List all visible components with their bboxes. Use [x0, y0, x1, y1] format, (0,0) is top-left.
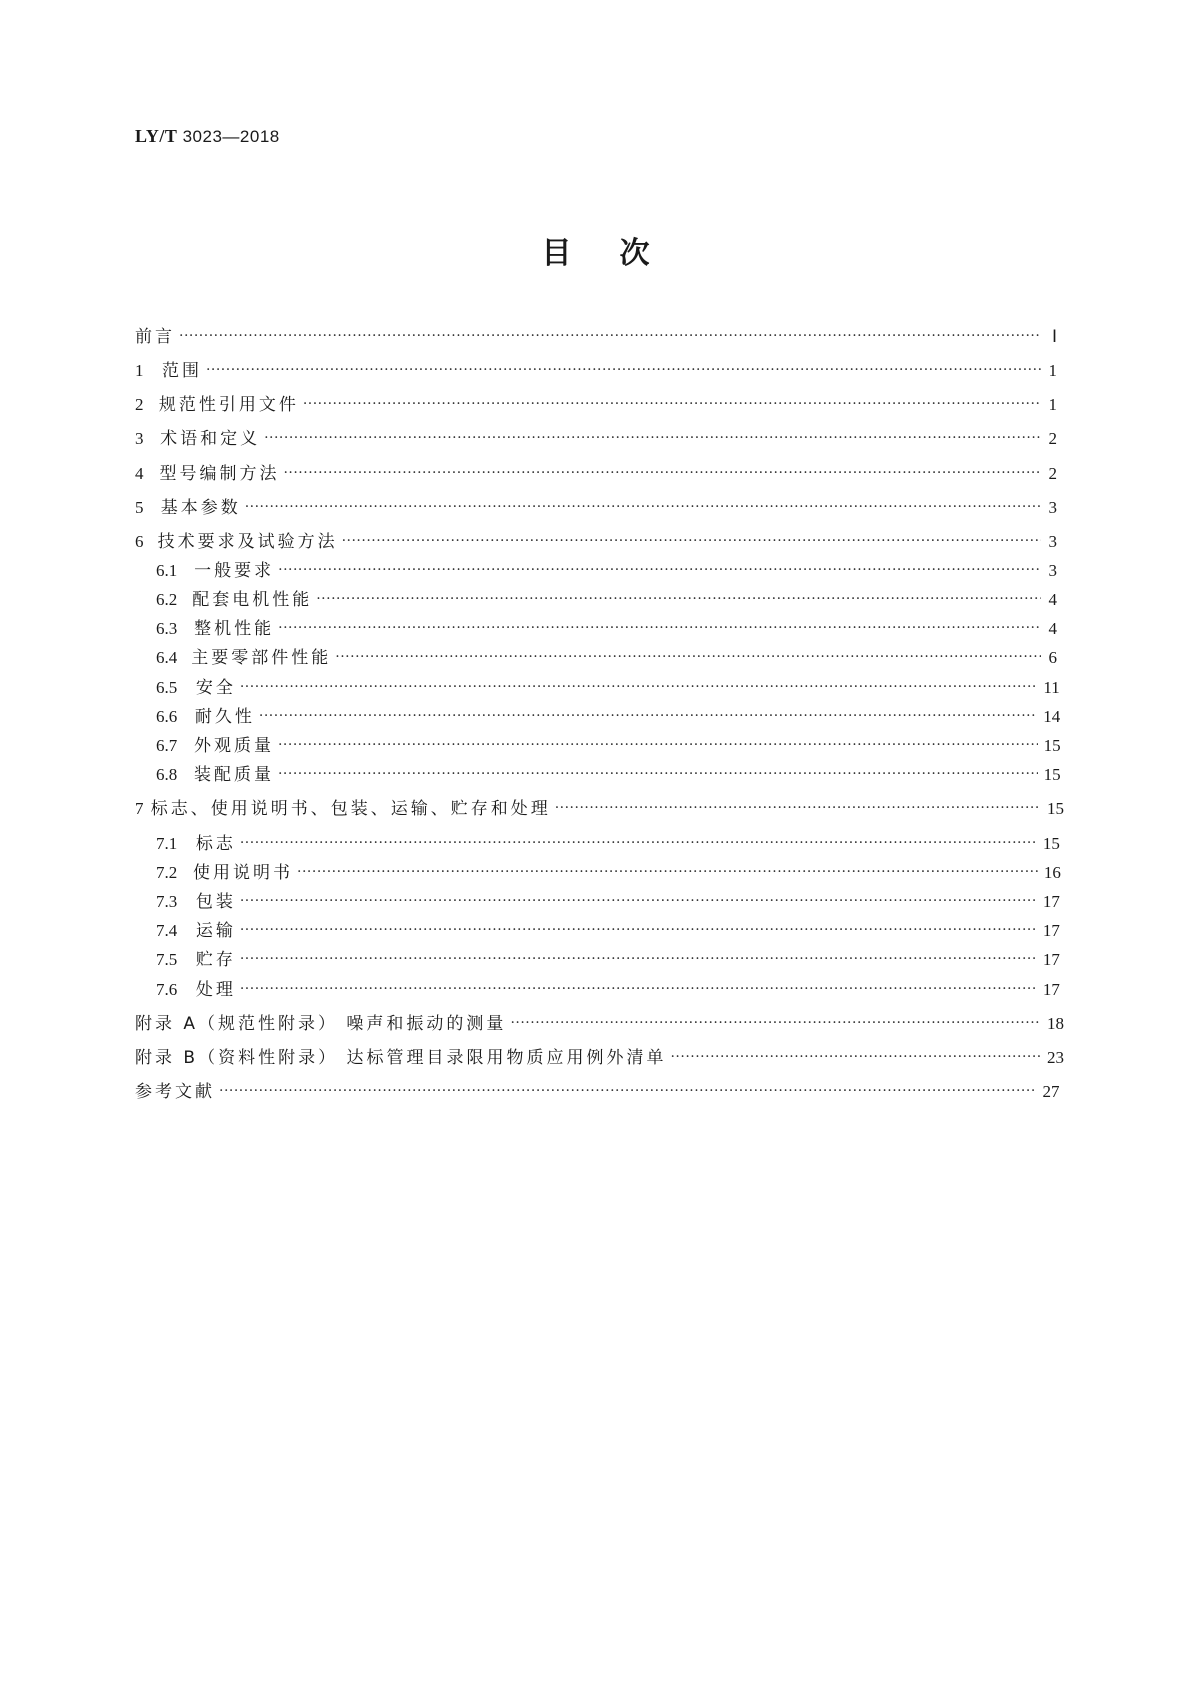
toc-dot-leader [240, 922, 1037, 938]
toc-entry[interactable] [156, 916, 1060, 942]
toc-entry-page: 6 [1048, 648, 1057, 667]
toc-dot-leader [219, 1083, 1037, 1099]
toc-entry-page: 15 [1043, 736, 1061, 755]
toc-entry-title: 术语和定义 [160, 429, 261, 449]
toc-entry[interactable] [156, 945, 1060, 971]
toc-dot-leader [240, 951, 1037, 967]
toc-entry-page: 4 [1048, 590, 1057, 609]
toc-entry[interactable] [135, 1043, 1064, 1069]
toc-entry-title: 一般要求 [194, 561, 275, 581]
toc-entry-page: 17 [1042, 892, 1060, 911]
toc-entry-number: 6.3 [156, 619, 178, 638]
toc-dot-leader [278, 562, 1041, 578]
toc-entry-title: 基本参数 [160, 498, 241, 518]
toc-entry-page: 17 [1042, 950, 1060, 969]
toc-entry-page: 15 [1047, 799, 1064, 818]
toc-dot-leader [259, 708, 1037, 724]
toc-entry-title: 装配质量 [193, 765, 274, 785]
toc-entry-number: 7.2 [156, 863, 178, 882]
toc-entry-page: 17 [1042, 980, 1060, 999]
toc-dot-leader [342, 533, 1041, 549]
toc-entry-title: 整机性能 [194, 619, 275, 639]
toc-entry[interactable] [156, 760, 1061, 786]
toc-entry-title: 使用说明书 [193, 863, 294, 883]
toc-dot-leader [240, 893, 1037, 909]
toc-entry[interactable] [156, 858, 1061, 884]
toc-dot-leader [335, 649, 1041, 665]
toc-entry-title: 配套电机性能 [192, 590, 313, 610]
toc-entry-number: 4 [135, 464, 144, 483]
toc-entry-title: 范围 [161, 361, 202, 381]
toc-entry-title: 附录 B（资料性附录） 达标管理目录限用物质应用例外清单 [135, 1048, 667, 1068]
toc-dot-leader [264, 430, 1041, 446]
toc-entry-number: 7.1 [156, 834, 178, 853]
toc-entry[interactable] [156, 614, 1057, 640]
toc-entry[interactable] [135, 390, 1057, 416]
toc-entry-page: 3 [1048, 498, 1057, 517]
toc-entry[interactable] [156, 702, 1061, 728]
toc-entry[interactable] [156, 643, 1057, 669]
toc-entry[interactable] [135, 356, 1057, 382]
toc-entry[interactable] [156, 585, 1057, 611]
toc-dot-leader [240, 835, 1037, 851]
toc-entry-number: 7.3 [156, 892, 178, 911]
toc-entry-page: 1 [1048, 395, 1057, 414]
toc-entry-number: 6.7 [156, 736, 178, 755]
toc-entry-title: 外观质量 [193, 736, 274, 756]
toc-entry-page: 2 [1048, 429, 1057, 448]
toc-entry[interactable] [135, 527, 1057, 553]
toc-entry-number: 6.2 [156, 590, 178, 609]
standard-number: 3023—2018 [182, 127, 280, 146]
toc-entry-page: 2 [1048, 464, 1057, 483]
toc-entry[interactable] [135, 493, 1057, 519]
toc-entry[interactable] [156, 887, 1060, 913]
toc-entry[interactable] [156, 731, 1061, 757]
toc-entry-title: 型号编制方法 [159, 464, 280, 484]
toc-entry-page: 27 [1042, 1082, 1060, 1101]
toc-entry-page: 23 [1047, 1048, 1064, 1067]
toc-entry-number: 6.1 [156, 561, 178, 580]
toc-entry[interactable] [156, 673, 1060, 699]
toc-entry-title: 处理 [195, 980, 236, 1000]
toc-dot-leader [245, 499, 1041, 515]
toc-dot-leader [303, 396, 1041, 412]
toc-entry-title: 前言 [135, 327, 175, 347]
toc-entry-page: 18 [1047, 1014, 1064, 1033]
toc-dot-leader [670, 1049, 1041, 1065]
toc-dot-leader [510, 1015, 1041, 1031]
toc-entry[interactable] [156, 556, 1057, 582]
toc-entry-page: 15 [1043, 765, 1061, 784]
toc-dot-leader [283, 465, 1041, 481]
toc-entry-number: 7.6 [156, 980, 178, 999]
toc-entry-number: 6.6 [156, 707, 178, 726]
toc-entry-title: 包装 [195, 892, 236, 912]
toc-entry-number: 6 [135, 532, 144, 551]
toc-entry-number: 6.4 [156, 648, 178, 667]
toc-entry-number: 2 [135, 395, 144, 414]
toc-entry-page: 11 [1043, 678, 1060, 697]
toc-entry-title: 耐久性 [194, 707, 255, 727]
standard-prefix: LY/T [135, 126, 178, 146]
toc-entry[interactable] [135, 322, 1057, 348]
toc-dot-leader [278, 737, 1038, 753]
toc-entry-title: 标志 [195, 834, 236, 854]
toc-dot-leader [316, 591, 1041, 607]
toc-entry-page: 3 [1048, 561, 1057, 580]
toc-entry-page: 3 [1048, 532, 1057, 551]
toc-entry-title: 运输 [195, 921, 236, 941]
toc-entry-number: 6.8 [156, 765, 178, 784]
toc-dot-leader [240, 981, 1037, 997]
toc-entry-page: 16 [1043, 863, 1061, 882]
toc-entry-number: 7.4 [156, 921, 178, 940]
toc-entry-page: 1 [1048, 361, 1057, 380]
toc-entry-title: 标志、使用说明书、包装、运输、贮存和处理 [150, 799, 551, 819]
toc-entry-page: 14 [1043, 707, 1061, 726]
page-title: 目次 [541, 236, 698, 271]
toc-entry-number: 7.5 [156, 950, 178, 969]
toc-dot-leader [297, 864, 1038, 880]
toc-entry[interactable] [156, 975, 1060, 1001]
toc-entry-page: 17 [1042, 921, 1060, 940]
toc-entry-number: 3 [135, 429, 144, 448]
toc-dot-leader [240, 679, 1038, 695]
toc-entry-title: 参考文献 [135, 1082, 215, 1102]
toc-entry[interactable] [156, 829, 1060, 855]
toc-entry[interactable] [135, 794, 1064, 820]
toc-entry-title: 附录 A（规范性附录） 噪声和振动的测量 [135, 1014, 507, 1034]
toc-entry[interactable] [135, 459, 1057, 485]
toc-entry[interactable] [135, 1077, 1060, 1103]
toc-dot-leader [206, 362, 1041, 378]
toc-entry[interactable] [135, 424, 1057, 450]
toc-entry-page: 4 [1048, 619, 1057, 638]
toc-entry[interactable] [135, 1009, 1064, 1035]
toc-entry-title: 规范性引用文件 [158, 395, 299, 415]
toc-entry-number: 1 [135, 361, 144, 380]
toc-dot-leader [278, 620, 1041, 636]
toc-dot-leader [179, 328, 1041, 344]
toc-entry-title: 主要零部件性能 [191, 648, 332, 668]
toc-entry-number: 5 [135, 498, 144, 517]
toc-entry-title: 技术要求及试验方法 [157, 532, 338, 552]
toc-entry-title: 贮存 [195, 950, 236, 970]
toc-entry-page: Ⅰ [1051, 327, 1057, 346]
standard-code [135, 126, 280, 147]
toc-entry-title: 安全 [195, 678, 236, 698]
toc-entry-page: 15 [1042, 834, 1060, 853]
toc-entry-number: 6.5 [156, 678, 178, 697]
toc-dot-leader [278, 766, 1038, 782]
toc-entry-number: 7 [135, 799, 144, 818]
toc-dot-leader [555, 800, 1041, 816]
